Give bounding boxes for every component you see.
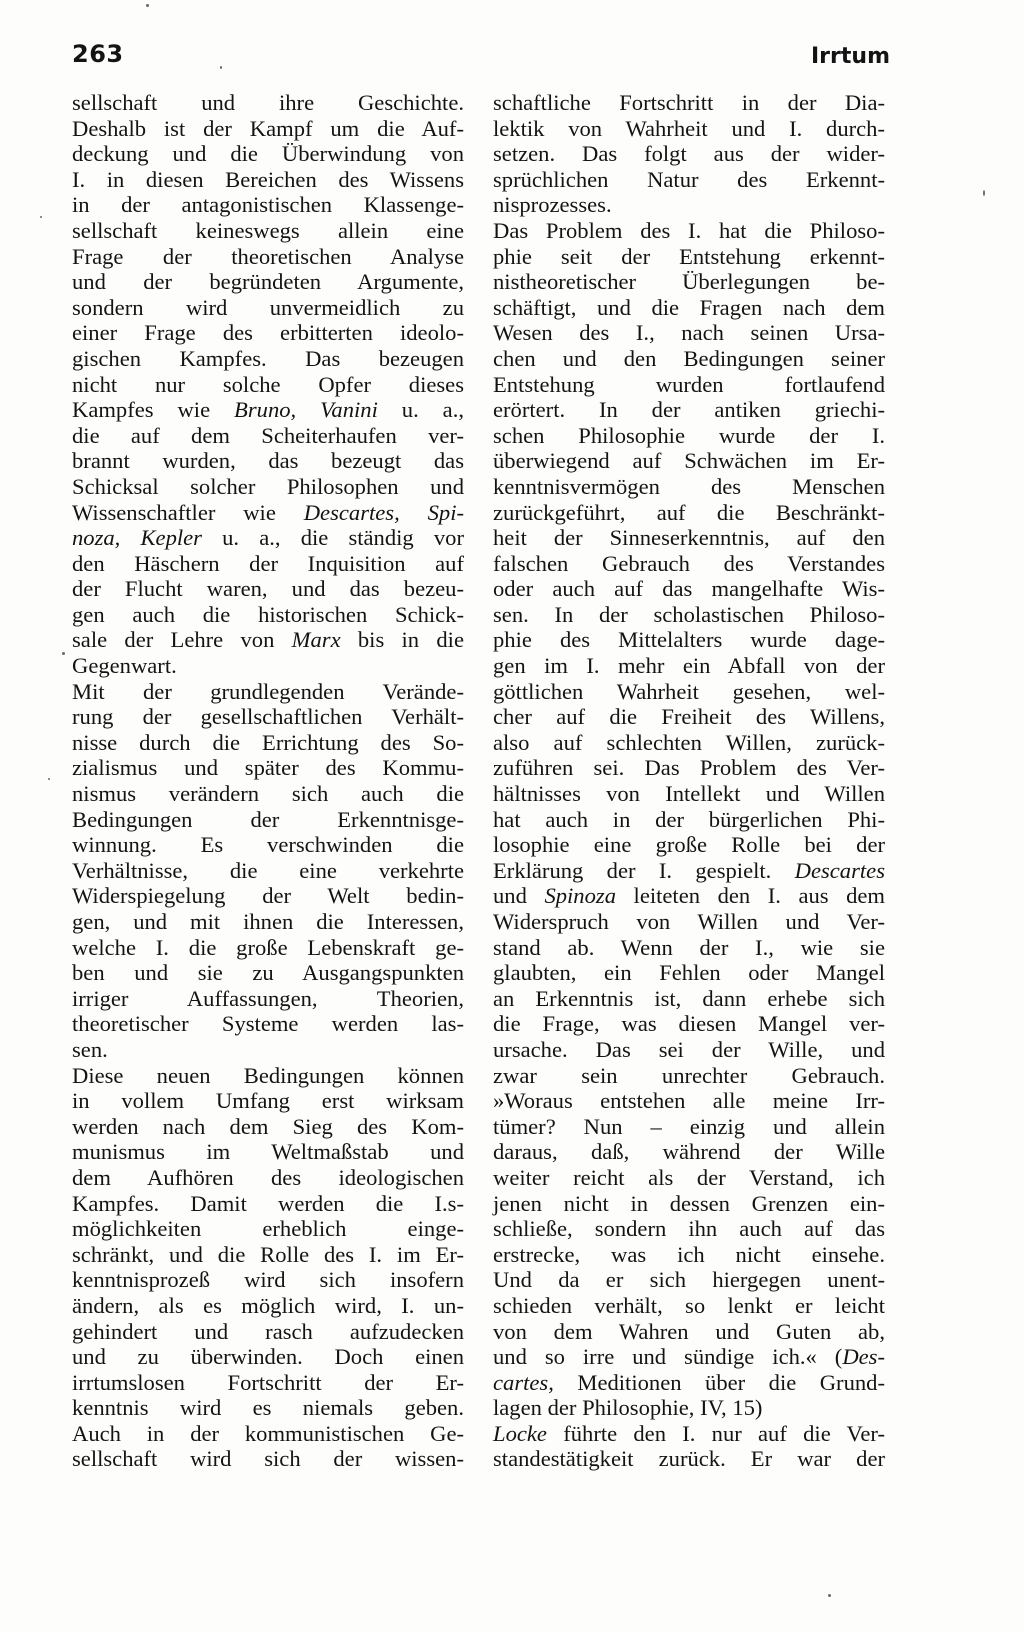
text-run: göttlichen Wahrheit gesehen, wel- <box>493 678 885 704</box>
text-run: sen. <box>72 1036 108 1062</box>
text-line <box>493 141 885 167</box>
text-run: Erklärung der I. gespielt. <box>493 857 795 883</box>
text-line <box>72 1344 464 1370</box>
text-line <box>493 807 885 833</box>
text-run: schieden verhält, so lenkt er leicht <box>493 1292 885 1318</box>
text-line <box>72 704 464 730</box>
text-run: schließe, sondern ihn auch auf das <box>493 1216 885 1242</box>
text-run: lagen der Philosophie, IV, 15) <box>493 1395 763 1421</box>
text-run: kenntnis wird es niemals geben. <box>72 1395 464 1421</box>
text-run: sprüchlichen Natur des Erkennt- <box>493 166 885 192</box>
text-line <box>72 346 464 372</box>
text-run: stand ab. Wenn der I., wie sie <box>493 934 885 960</box>
text-run: falschen Gebrauch des Verstandes <box>493 550 885 576</box>
text-run: heit der Sinneserkenntnis, auf den <box>493 525 885 551</box>
text-line <box>493 269 885 295</box>
text-run: gen, und mit ihnen die Interessen, <box>72 909 464 934</box>
text-line <box>72 218 464 244</box>
text-line <box>493 116 885 142</box>
text-line <box>72 295 464 321</box>
text-line <box>72 1037 464 1063</box>
text-line <box>72 1216 464 1242</box>
text-run: ursache. Das sei der Wille, und <box>493 1036 885 1062</box>
text-line <box>493 1063 885 1089</box>
text-line <box>493 1037 885 1063</box>
text-run: Und da er sich hiergegen unent- <box>493 1267 885 1293</box>
text-run: sondern wird unvermeidlich zu <box>72 294 464 320</box>
text-line <box>493 1446 885 1472</box>
text-run: theoretischer Systeme werden las- <box>72 1011 464 1037</box>
text-line <box>493 346 885 372</box>
text-line <box>493 525 885 551</box>
text-line <box>72 1446 464 1472</box>
text-line <box>72 1293 464 1319</box>
text-column-right <box>493 90 885 1472</box>
text-line <box>493 1216 885 1242</box>
text-line <box>72 1395 464 1421</box>
text-line <box>493 704 885 730</box>
text-line <box>72 935 464 961</box>
text-run: Meditionen über die Grund- <box>553 1369 885 1395</box>
text-run: Auch in der kommunistischen Ge- <box>72 1420 464 1446</box>
text-line <box>493 1242 885 1268</box>
text-line <box>72 832 464 858</box>
text-line <box>72 1088 464 1114</box>
text-line <box>493 218 885 244</box>
text-line <box>493 935 885 961</box>
text-run: sale der Lehre von <box>72 627 292 653</box>
italic-name-run: Descartes, Spi- <box>303 499 464 525</box>
text-run: von dem Wahren und Guten ab, <box>493 1318 885 1344</box>
text-run: und <box>493 883 545 909</box>
text-run: hat auch in der bürgerlichen Phi- <box>493 806 885 832</box>
text-run: irrtumslosen Fortschritt der Er- <box>72 1369 464 1395</box>
text-run: phie des Mittelalters wurde dage- <box>493 627 885 653</box>
italic-name-run: Marx <box>291 627 341 653</box>
text-line <box>72 1114 464 1140</box>
text-line <box>72 602 464 628</box>
text-run: gen im I. mehr ein Abfall von der <box>493 653 885 679</box>
text-line <box>72 679 464 705</box>
text-run: in vollem Umfang erst wirksam <box>72 1088 464 1114</box>
text-run: Bedingungen der Erkenntnisge- <box>72 806 464 832</box>
text-line <box>72 1165 464 1191</box>
text-run: kenntnisprozeß wird sich insofern <box>72 1267 464 1293</box>
text-run: Verhältnisse, die eine verkehrte <box>72 857 464 883</box>
text-line <box>72 1242 464 1268</box>
text-run: erstrecke, was ich nicht einsehe. <box>493 1241 885 1267</box>
text-line <box>493 832 885 858</box>
text-run: setzen. Das folgt aus der wider- <box>493 141 885 167</box>
text-line <box>493 500 885 526</box>
text-line <box>493 1191 885 1217</box>
scan-speck <box>146 4 149 7</box>
text-line <box>493 1267 885 1293</box>
text-line <box>72 372 464 398</box>
text-run: den Häschern der Inquisition auf <box>72 550 464 576</box>
page-number: 263 <box>72 40 124 68</box>
scan-speck <box>220 66 222 69</box>
text-line <box>72 883 464 909</box>
text-run: hältnisses von Intellekt und Willen <box>493 781 885 807</box>
text-line <box>493 244 885 270</box>
text-line <box>72 653 464 679</box>
text-run: losophie eine große Rolle bei der <box>493 832 885 858</box>
text-line <box>72 1139 464 1165</box>
text-line <box>493 730 885 756</box>
text-run: munismus im Weltmaßstab und <box>72 1139 464 1165</box>
text-line <box>493 858 885 884</box>
italic-name-run: Bruno, Vanini <box>234 397 378 423</box>
text-line <box>493 1370 885 1396</box>
text-run: standestätigkeit zurück. Er war der <box>493 1446 885 1472</box>
text-line <box>493 653 885 679</box>
text-line <box>72 244 464 270</box>
text-line <box>72 1191 464 1217</box>
text-run: werden nach dem Sieg des Kom- <box>72 1113 464 1139</box>
text-line <box>72 576 464 602</box>
text-run: sellschaft wird sich der wissen- <box>72 1446 464 1472</box>
text-run: Widerspruch von Willen und Ver- <box>493 909 885 934</box>
running-title: Irrtum <box>811 44 890 69</box>
text-run: cher auf die Freiheit des Willens, <box>493 704 885 730</box>
text-run: und zu überwinden. Doch einen <box>72 1344 464 1370</box>
text-run: phie seit der Entstehung erkennt- <box>493 243 885 269</box>
text-line <box>493 960 885 986</box>
text-run: Mit der grundlegenden Verände- <box>72 678 464 704</box>
text-run: nistheoretischer Überlegungen be- <box>493 269 885 295</box>
text-run: Das Problem des I. hat die Philoso- <box>493 217 885 243</box>
text-run: nicht nur solche Opfer dieses <box>72 371 464 397</box>
text-run: daraus, daß, während der Wille <box>493 1139 885 1165</box>
text-run: Deshalb ist der Kampf um die Auf- <box>72 115 464 141</box>
text-run: weiter reicht als der Verstand, ich <box>493 1164 885 1190</box>
scan-speck <box>828 1594 831 1597</box>
text-run: nisprozesses. <box>493 192 612 218</box>
text-run: die Frage, was diesen Mangel ver- <box>493 1011 885 1037</box>
text-run: sellschaft keineswegs allein eine <box>72 217 464 243</box>
text-line <box>72 551 464 577</box>
text-line <box>72 755 464 781</box>
text-line <box>493 474 885 500</box>
text-run: gen auch die historischen Schick- <box>72 601 464 627</box>
italic-name-run: cartes, <box>493 1369 554 1395</box>
text-line <box>493 1011 885 1037</box>
text-line <box>493 1114 885 1140</box>
text-run: deckung und die Überwindung von <box>72 141 464 167</box>
text-line <box>493 192 885 218</box>
text-run: chen und den Bedingungen seiner <box>493 345 885 371</box>
text-run: kenntnisvermögen des Menschen <box>493 473 885 499</box>
text-line <box>493 1319 885 1345</box>
text-run: schen Philosophie wurde der I. <box>493 422 885 448</box>
text-run: ben und sie zu Ausgangspunkten <box>72 960 464 986</box>
text-line <box>72 141 464 167</box>
text-run: sen. In der scholastischen Philoso- <box>493 601 885 627</box>
italic-name-run: Spinoza <box>544 883 616 909</box>
text-run: und der begründeten Argumente, <box>72 269 464 295</box>
text-run: führte den I. nur auf die Ver- <box>546 1420 885 1446</box>
text-line <box>493 397 885 423</box>
text-run: welche I. die große Lebenskraft ge- <box>72 934 464 960</box>
text-run: winnung. Es verschwinden die <box>72 832 464 858</box>
text-run: zuführen sei. Das Problem des Ver- <box>493 755 885 781</box>
text-run: Schicksal solcher Philosophen und <box>72 473 464 499</box>
scan-speck <box>48 778 50 780</box>
text-run: an Erkenntnis ist, dann erhebe sich <box>493 985 885 1011</box>
text-line <box>493 372 885 398</box>
text-line <box>493 1395 885 1421</box>
text-run: Kampfes wie <box>72 397 235 423</box>
text-line <box>72 1319 464 1345</box>
text-run: der Flucht waren, und das bezeu- <box>72 576 464 602</box>
text-run: irriger Auffassungen, Theorien, <box>72 985 464 1011</box>
text-line <box>493 755 885 781</box>
text-line <box>493 1344 885 1370</box>
text-line <box>493 986 885 1012</box>
text-run: also auf schlechten Willen, zurück- <box>493 729 885 755</box>
text-line <box>493 781 885 807</box>
text-line <box>493 1139 885 1165</box>
text-column-left <box>72 90 464 1472</box>
text-line <box>72 1370 464 1396</box>
text-line <box>493 909 885 935</box>
italic-name-run: Descartes <box>794 857 885 883</box>
scan-speck <box>983 190 985 196</box>
text-run: zialismus und später des Kommu- <box>72 755 464 781</box>
text-run: Wesen des I., nach seinen Ursa- <box>493 320 885 346</box>
text-run: u. a., die ständig vor <box>201 525 464 551</box>
text-line <box>72 448 464 474</box>
text-run: rung der gesellschaftlichen Verhält- <box>72 704 464 730</box>
text-line <box>72 807 464 833</box>
text-run: bis in die <box>340 627 464 653</box>
text-run: »Woraus entstehen alle meine Irr- <box>493 1088 885 1114</box>
text-line <box>72 500 464 526</box>
text-run: die auf dem Scheiterhaufen ver- <box>72 422 464 448</box>
text-run: leiteten den I. aus dem <box>616 883 885 909</box>
text-run: einer Frage des erbitterten ideolo- <box>72 320 464 346</box>
text-line <box>493 90 885 116</box>
text-line <box>493 423 885 449</box>
text-line <box>72 781 464 807</box>
text-run: I. in diesen Bereichen des Wissens <box>72 166 464 192</box>
text-line <box>493 1293 885 1319</box>
text-line <box>493 1088 885 1114</box>
text-run: schaftliche Fortschritt in der Dia- <box>493 90 885 115</box>
text-run: zurückgeführt, auf die Beschränkt- <box>493 499 885 525</box>
text-line <box>72 960 464 986</box>
text-line <box>72 909 464 935</box>
text-line <box>493 883 885 909</box>
text-line <box>72 116 464 142</box>
text-line <box>72 730 464 756</box>
text-run: schäftigt, und die Fragen nach dem <box>493 294 885 320</box>
text-run: lektik von Wahrheit und I. durch- <box>493 115 885 141</box>
text-line <box>72 627 464 653</box>
text-run: Diese neuen Bedingungen können <box>72 1062 464 1088</box>
text-line <box>72 320 464 346</box>
text-line <box>72 1011 464 1037</box>
text-run: überwiegend auf Schwächen im Er- <box>493 448 885 474</box>
scan-speck <box>62 652 65 655</box>
text-line <box>493 1421 885 1447</box>
text-line <box>493 295 885 321</box>
text-line <box>72 858 464 884</box>
text-line <box>72 269 464 295</box>
text-line <box>493 320 885 346</box>
text-line <box>72 525 464 551</box>
text-run: oder auch auf das mangelhafte Wis- <box>493 576 885 602</box>
text-run: jenen nicht in dessen Grenzen ein- <box>493 1190 885 1216</box>
text-line <box>72 423 464 449</box>
text-run: tümer? Nun – einzig und allein <box>493 1113 885 1139</box>
text-line <box>493 576 885 602</box>
text-run: brannt wurden, das bezeugt das <box>72 448 464 474</box>
text-run: dem Aufhören des ideologischen <box>72 1164 464 1190</box>
text-run: gischen Kampfes. Das bezeugen <box>72 345 464 371</box>
italic-name-run: noza, Kepler <box>72 525 202 551</box>
text-run: sellschaft und ihre Geschichte. <box>72 90 464 115</box>
text-line <box>493 602 885 628</box>
text-run: nisse durch die Errichtung des So- <box>72 729 464 755</box>
text-line <box>72 192 464 218</box>
text-run: schränkt, und die Rolle des I. im Er- <box>72 1241 464 1267</box>
italic-name-run: Locke <box>493 1420 547 1446</box>
text-line <box>493 1165 885 1191</box>
text-line <box>72 397 464 423</box>
text-run: zwar sein unrechter Gebrauch. <box>493 1062 885 1088</box>
text-run: ändern, als es möglich wird, I. un- <box>72 1292 464 1318</box>
text-line <box>72 90 464 116</box>
text-run: u. a., <box>377 397 464 423</box>
text-run: gehindert und rasch aufzudecken <box>72 1318 464 1344</box>
text-run: Gegenwart. <box>72 653 177 679</box>
text-run: in der antagonistischen Klassenge- <box>72 192 464 218</box>
text-run: Wissenschaftler wie <box>72 499 304 525</box>
text-line <box>493 627 885 653</box>
text-line <box>72 474 464 500</box>
text-line <box>72 1421 464 1447</box>
text-run: Entstehung wurden fortlaufend <box>493 371 885 397</box>
italic-name-run: Des- <box>842 1344 885 1370</box>
text-line <box>72 1267 464 1293</box>
scan-speck <box>40 216 42 218</box>
text-run: nismus verändern sich auch die <box>72 781 464 807</box>
text-run: Widerspiegelung der Welt bedin- <box>72 883 464 909</box>
text-run: erörtert. In der antiken griechi- <box>493 397 885 423</box>
text-run: und so irre und sündige ich.« ( <box>493 1344 843 1370</box>
text-line <box>72 986 464 1012</box>
text-line <box>493 167 885 193</box>
text-line <box>493 551 885 577</box>
text-line <box>493 448 885 474</box>
text-line <box>72 167 464 193</box>
text-line <box>72 1063 464 1089</box>
text-run: glaubten, ein Fehlen oder Mangel <box>493 960 885 986</box>
text-run: Kampfes. Damit werden die I.s- <box>72 1190 464 1216</box>
text-run: Frage der theoretischen Analyse <box>72 243 464 269</box>
text-line <box>493 679 885 705</box>
text-run: möglichkeiten erheblich einge- <box>72 1216 464 1242</box>
